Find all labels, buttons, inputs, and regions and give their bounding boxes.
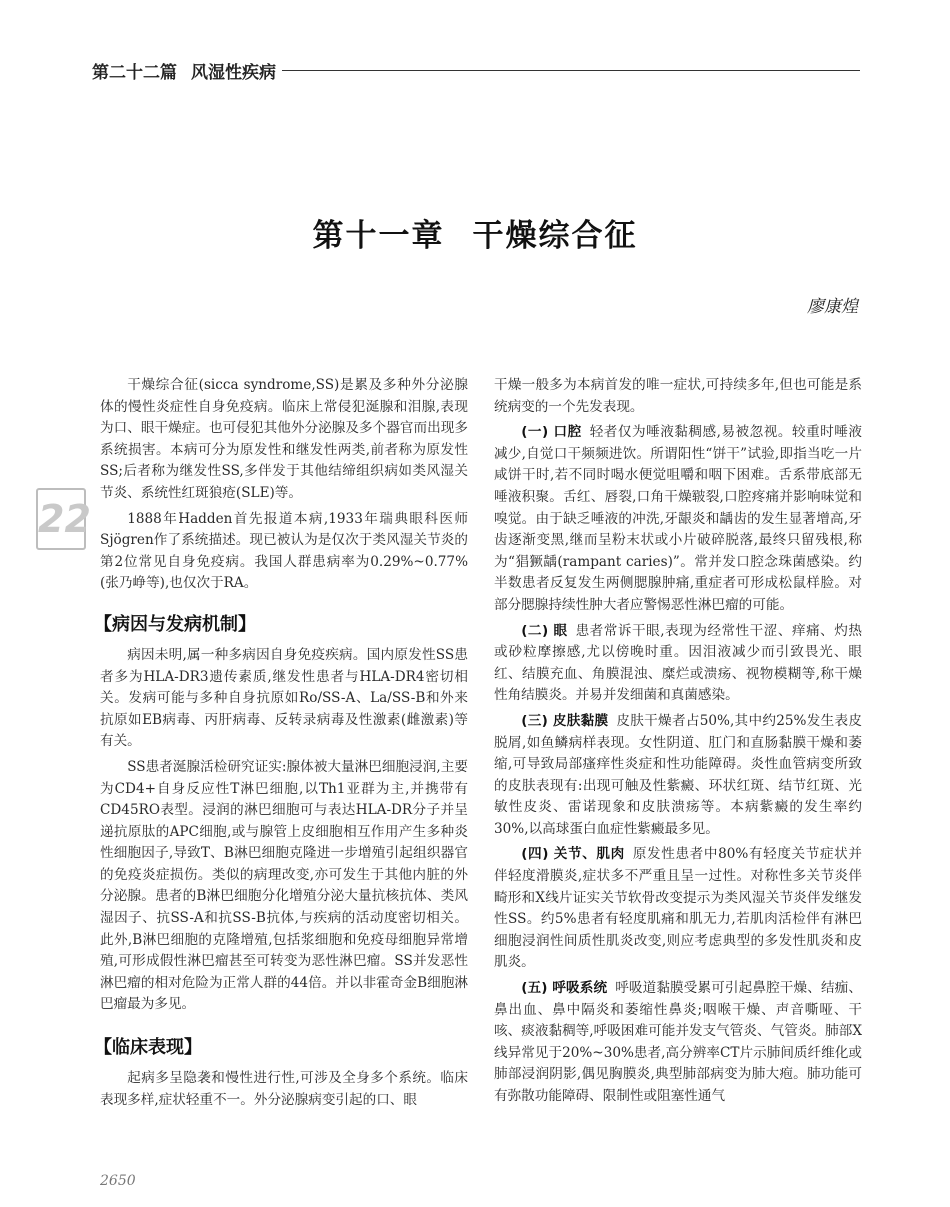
running-head (92, 58, 282, 83)
chapter-number: 第十一章 (312, 218, 445, 254)
joint-paragraph (494, 844, 862, 974)
skin-paragraph (494, 711, 862, 841)
section-heading-etiology: 【病因与发病机制】 (94, 613, 256, 635)
joint-heading: (四) 关节、肌肉 (521, 846, 625, 863)
left-column (94, 375, 468, 1115)
mouth-paragraph (494, 422, 862, 616)
intro-paragraph-2: 1888年Hadden首先报道本病,1933年瑞典眼科医师Sjögren作了系统描述。现已被认为是仅次于类风湿关节炎的第2位常见自身免疫病。我国人群患病率为0.29%~0.77%(张乃峥等),也仅次于RA。 (100, 510, 468, 592)
eye-paragraph (494, 621, 862, 707)
eye-heading: (二) 眼 (521, 622, 568, 639)
clinical-paragraph-1: 起病多呈隐袭和慢性进行性,可涉及全身多个系统。临床表现多样,症状轻重不一。外分泌腺病变引起的口、眼 (100, 1070, 468, 1108)
continued-paragraph: 干燥一般多为本病首发的唯一症状,可持续多年,但也可能是系统病变的一个先发表现。 (494, 377, 862, 415)
section-heading-clinical: 【临床表现】 (94, 1037, 202, 1059)
mouth-heading: (一) 口腔 (521, 424, 582, 441)
part-title: 风湿性疾病 (191, 63, 276, 83)
respiratory-text: 呼吸道黏膜受累可引起鼻腔干燥、结痂、鼻出血、鼻中隔炎和萎缩性鼻炎;咽喉干燥、声音嘶哑、干咳、痰液黏稠等,呼吸困难可能并发支气管炎、气管炎。肺部X线异常见于20%~30%患者,高分辨率CT片示肺间质纤维化或肺部浸润阴影,偶见胸膜炎,典型肺部病变为肺大疱。肺功能可有弥散功能障碍、限制性或阻塞性通气 (494, 980, 862, 1104)
part-number: 第二十二篇 (92, 63, 177, 83)
chapter-name: 干燥综合征 (472, 218, 638, 254)
intro-paragraph-1: 干燥综合征(sicca syndrome,SS)是累及多种外分泌腺体的慢性炎症性自身免疫病。临床上常侵犯涎腺和泪腺,表现为口、眼干燥症。也可侵犯其他外分泌腺及多个器官而出现多系统损害。本病可分为原发性和继发性两类,前者称为原发性SS;后者称为继发性SS,多伴发于其他结缔组织病如类风湿关节炎、系统性红斑狼疮(SLE)等。 (100, 377, 468, 501)
page-number: 2650 (100, 1173, 136, 1189)
author-name: 廖康煌 (807, 297, 858, 317)
respiratory-heading: (五) 呼吸系统 (521, 980, 608, 997)
mouth-text: 轻者仅为唾液黏稠感,易被忽视。较重时唾液减少,自觉口干频频进饮。所谓阳性“饼干”试验,即指当吃一片咸饼干时,若不同时喝水便觉咀嚼和咽下困难。舌系带底部无唾液积聚。舌红、唇裂,口角干燥皲裂,口腔疼痛并影响味觉和嗅觉。由于缺乏唾液的冲洗,牙龈炎和龋齿的发生显著增高,牙齿逐渐变黑,继而呈粉末状或小片破碎脱落,最终只留残根,称为“猖獗龋(rampant caries)”。常并发口腔念珠菌感染。约半数患者反复发生两侧腮腺肿痛,重症者可形成松鼠样脸。对部分腮腺持续性肿大者应警惕恶性淋巴瘤的可能。 (494, 424, 862, 613)
joint-text: 原发性患者中80%有轻度关节症状并伴轻度滑膜炎,症状多不严重且呈一过性。对称性多关节炎伴畸形和X线片证实关节软骨改变提示为类风湿关节炎伴发继发性SS。约5%患者有轻度肌痛和肌无力,若肌肉活检伴有淋巴细胞浸润性间质性肌炎改变,则应考虑典型的多发性肌炎和皮肌炎。 (494, 846, 862, 971)
part-tab-badge: 22 (36, 488, 86, 550)
skin-heading: (三) 皮肤黏膜 (521, 712, 609, 729)
etiology-paragraph-2: SS患者涎腺活检研究证实:腺体被大量淋巴细胞浸润,主要为CD4+自身反应性T淋巴细胞,以Th1亚群为主,并携带有CD45RO表型。浸润的淋巴细胞可与表达HLA-DR分子并呈递抗原肽的APC细胞,或与腺管上皮细胞相互作用产生多种炎性细胞因子,导致T、B淋巴细胞克隆进一步增殖引起组织器官的免疫炎症损伤。类似的病理改变,亦可发生于其他内脏的外分泌腺。患者的B淋巴细胞分化增殖分泌大量抗核抗体、类风湿因子、抗SS-A和抗SS-B抗体,与疾病的活动度密切相关。此外,B淋巴细胞的克隆增殖,包括浆细胞和免疫母细胞异常增殖,可形成假性淋巴瘤甚至可转变为恶性淋巴瘤。SS并发恶性淋巴瘤的相对危险为正常人群的44倍。并以非霍奇金B细胞淋巴瘤最为多见。 (100, 758, 468, 1013)
right-column (494, 375, 862, 1112)
respiratory-paragraph (494, 978, 862, 1108)
skin-text: 皮肤干燥者占50%,其中约25%发生表皮脱屑,如鱼鳞病样表现。女性阴道、肛门和直肠黏膜干燥和萎缩,可导致局部瘙痒性炎症和性功能障碍。炎性血管病变所致的皮肤表现有:出现可触及性紫癜、环状红斑、结节红斑、光敏性皮炎、雷诺现象和皮肤溃疡等。本病紫癜的发生率约30%,以高球蛋白血症性紫癜最多见。 (494, 712, 862, 837)
eye-text: 患者常诉干眼,表现为经常性干涩、痒痛、灼热或砂粒摩擦感,尤以傍晚时重。因泪液减少而引致畏光、眼红、结膜充血、角膜混浊、糜烂或溃疡、视物模糊等,称干燥性角结膜炎。并易并发细菌和真菌感染。 (494, 622, 862, 704)
etiology-paragraph-1: 病因未明,属一种多病因自身免疫疾病。国内原发性SS患者多为HLA-DR3遗传素质,继发性患者与HLA-DR4密切相关。发病可能与多种自身抗原如Ro/SS-A、La/SS-B和外来抗原如EB病毒、丙肝病毒、反转录病毒及性激素(雌激素)等有关。 (100, 646, 468, 750)
chapter-title (0, 210, 950, 255)
